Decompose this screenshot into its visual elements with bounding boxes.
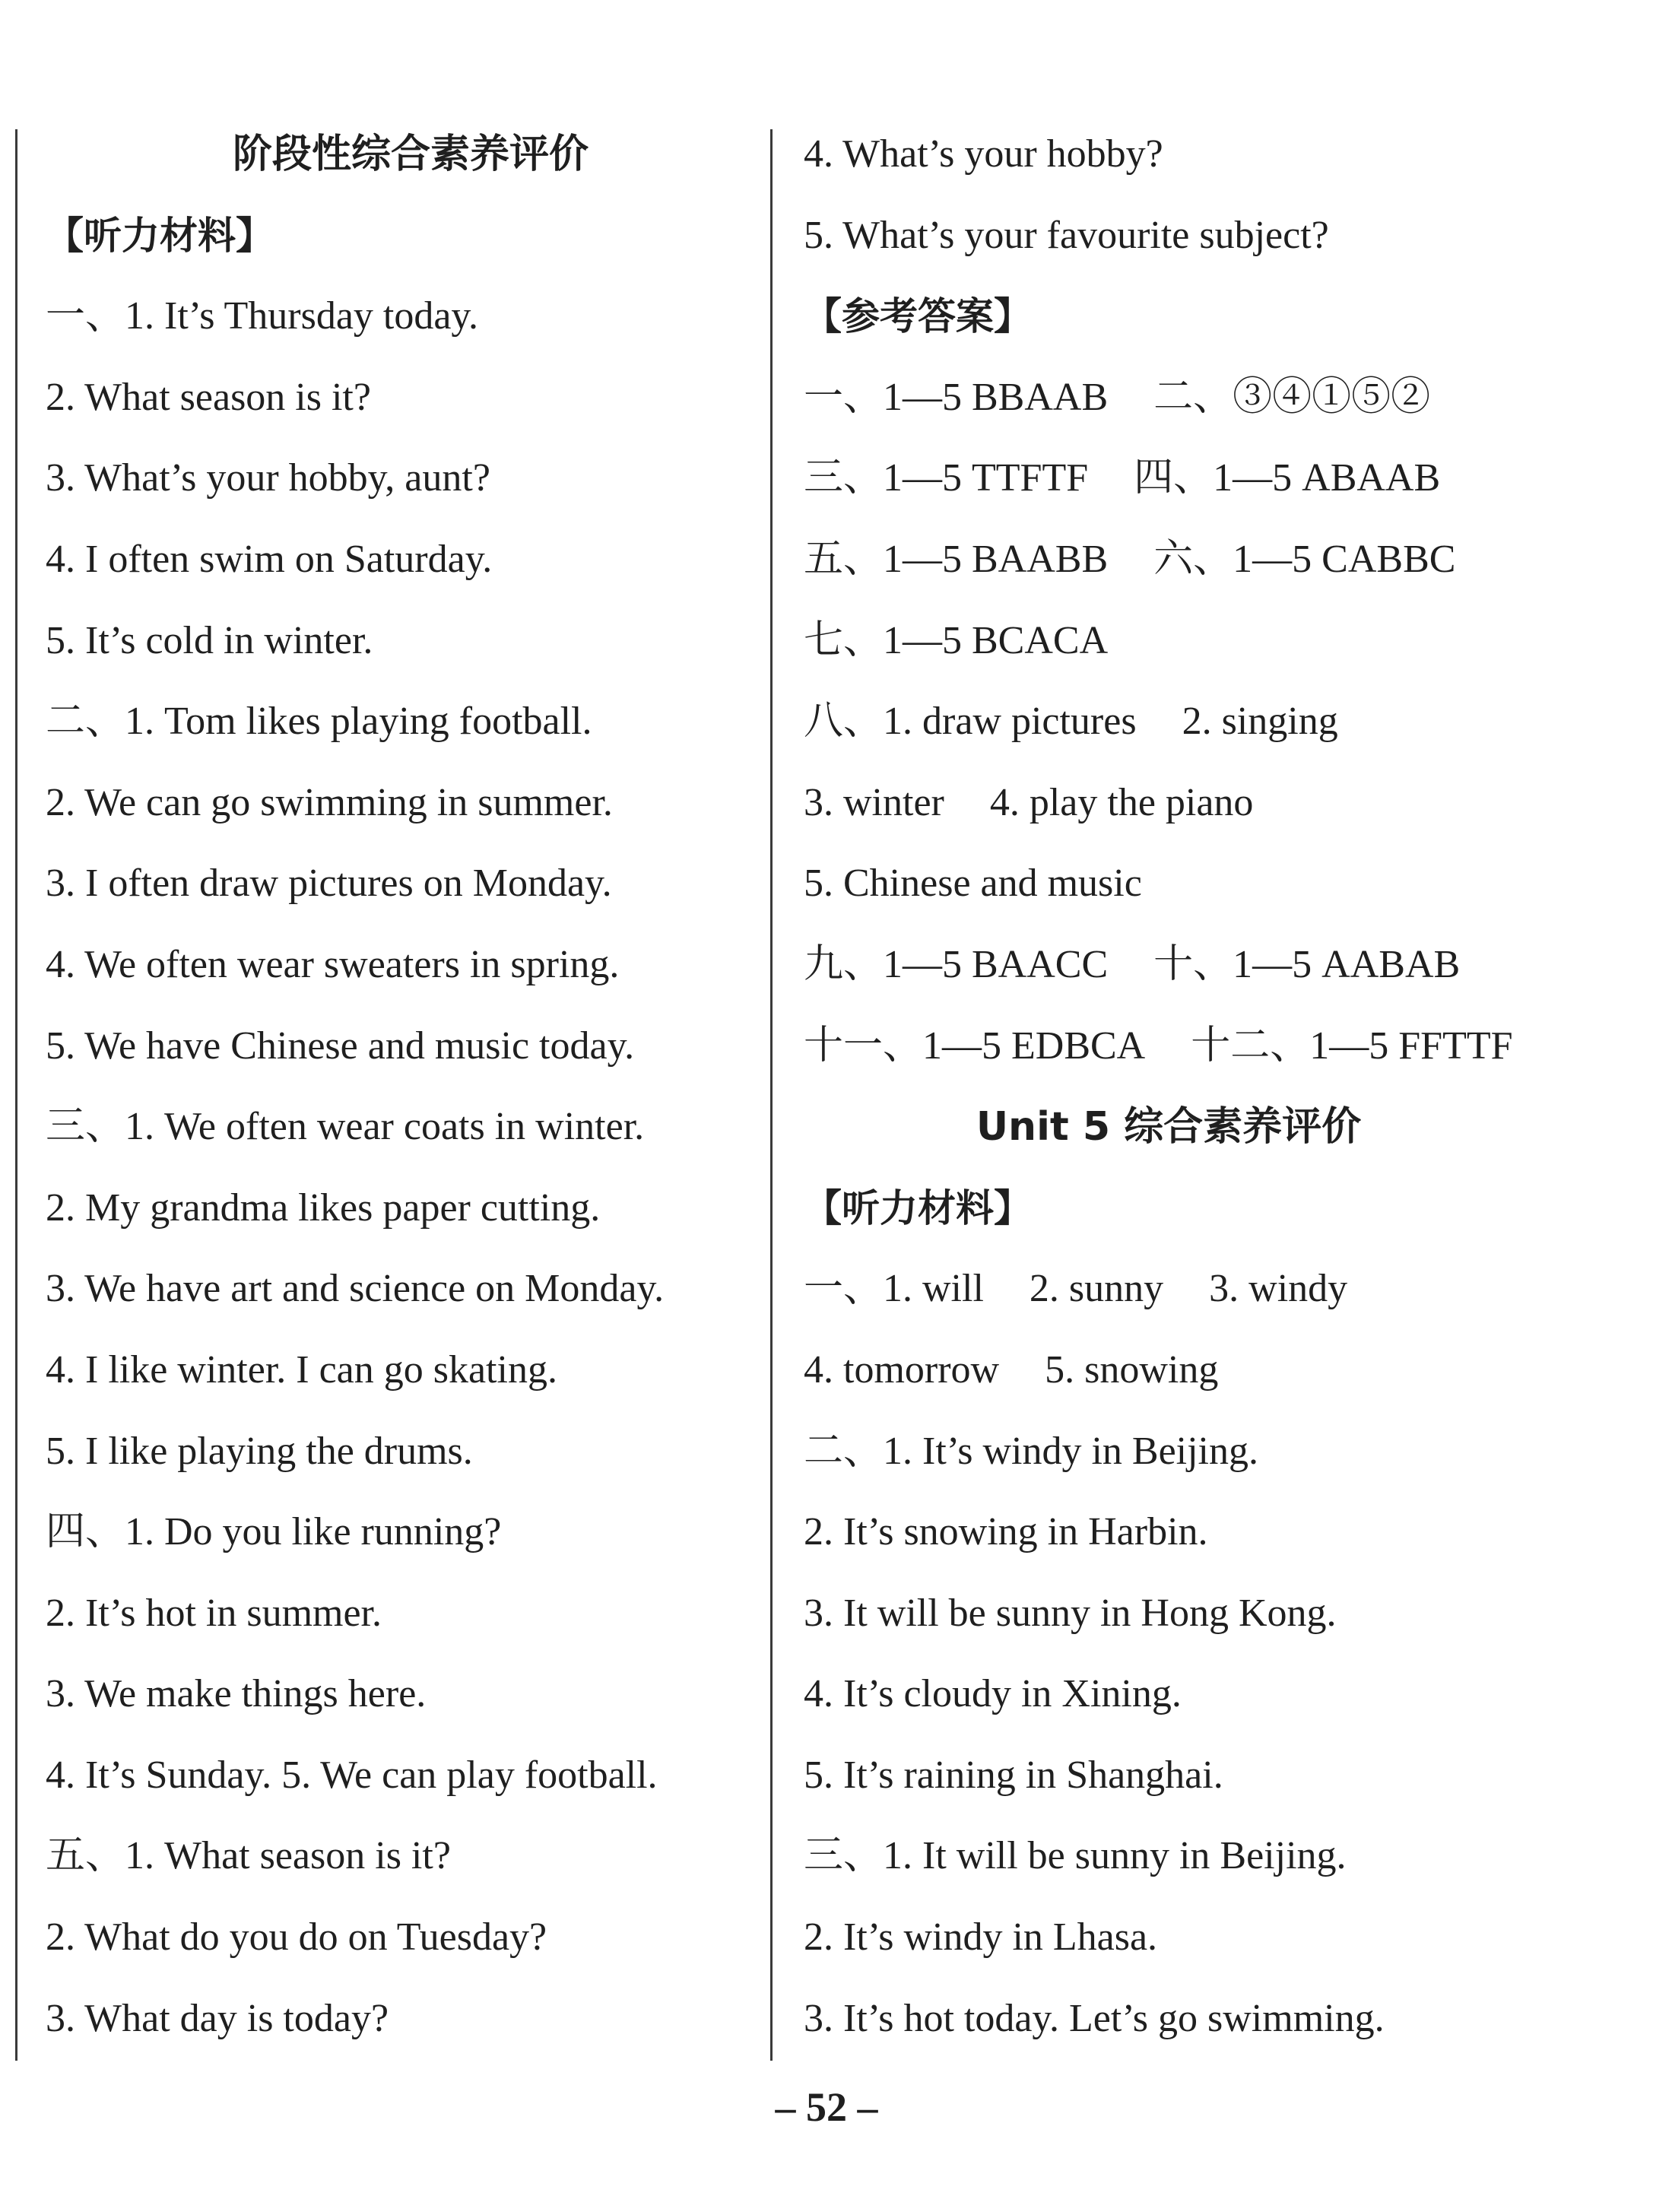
text-line: 4. What’s your hobby? [804, 132, 1163, 176]
answer-line [804, 519, 1534, 601]
left-column [46, 114, 776, 2059]
text-line [804, 1979, 1534, 2060]
text-line: 4. It’s Sunday. 5. We can play football. [46, 1753, 658, 1797]
text-line: 3. What’s your hobby, aunt? [46, 456, 490, 500]
section-title: 阶段性综合素养评价 [232, 132, 589, 177]
answer-line [804, 843, 1534, 925]
line-segment: 五、1—5 BAABB [804, 537, 1109, 581]
line-segment: 十二、1—5 FFTTF [1191, 1023, 1513, 1068]
listening-lines [46, 276, 776, 2059]
line-segment: 二、③④①⑤② [1153, 375, 1431, 419]
line-segment: 2. It’s snowing in Harbin. [804, 1510, 1208, 1554]
answer-line [804, 438, 1534, 519]
text-line: 五、1. What season is it? [46, 1834, 451, 1878]
text-line: 4. I like winter. I can go skating. [46, 1347, 557, 1392]
line-segment: 4. tomorrow [804, 1347, 1000, 1392]
line-segment: 四、1—5 ABAAB [1134, 456, 1441, 500]
line-segment: 4. It’s cloudy in Xining. [804, 1672, 1182, 1716]
text-line [804, 1816, 1534, 1897]
text-line [804, 1411, 1534, 1493]
left-border-line [15, 129, 17, 2061]
line-segment: 六、1—5 CABBC [1153, 537, 1456, 581]
line-segment: 5. Chinese and music [804, 862, 1142, 906]
text-line [804, 1492, 1534, 1573]
line-segment: 2. singing [1182, 700, 1338, 744]
text-line: 3. What day is today? [46, 1996, 389, 2040]
page-number: – 52 – [775, 2084, 878, 2130]
text-line: 5. What’s your favourite subject? [804, 213, 1329, 257]
text-line: 2. We can go swimming in summer. [46, 780, 613, 824]
line-segment: 三、1—5 TTFTF [804, 456, 1089, 500]
text-line: 4. I often swim on Saturday. [46, 537, 493, 581]
text-line [804, 1249, 1534, 1330]
answer-line [804, 1006, 1534, 1087]
right-column [804, 114, 1534, 2059]
text-line: 四、1. Do you like running? [46, 1510, 502, 1554]
line-segment: 三、1. It will be sunny in Beijing. [804, 1834, 1347, 1878]
text-line: 2. It’s hot in summer. [46, 1591, 382, 1635]
line-segment: 二、1. It’s windy in Beijing. [804, 1429, 1259, 1473]
line-segment: 十一、1—5 EDBCA [804, 1023, 1146, 1068]
unit-title: Unit 5 综合素养评价 [976, 1104, 1362, 1150]
answer-line [804, 925, 1534, 1006]
line-segment: 一、1. will [804, 1267, 984, 1311]
line-segment: 5. snowing [1045, 1347, 1219, 1392]
text-line: 3. We make things here. [46, 1672, 427, 1716]
line-segment: 3. winter [804, 780, 944, 824]
answer-line [804, 763, 1534, 844]
text-line: 2. What do you do on Tuesday? [46, 1915, 547, 1960]
text-line: 2. What season is it? [46, 375, 371, 419]
line-segment: 3. windy [1209, 1267, 1348, 1311]
text-line: 二、1. Tom likes playing football. [46, 700, 592, 744]
line-segment: 十、1—5 AABAB [1153, 942, 1461, 986]
answer-line [804, 681, 1534, 763]
line-segment: 2. sunny [1029, 1267, 1164, 1311]
line-segment: 4. play the piano [989, 780, 1254, 824]
line-segment: 3. It will be sunny in Hong Kong. [804, 1591, 1337, 1635]
text-line: 一、1. It’s Thursday today. [46, 294, 479, 338]
text-line: 3. We have art and science on Monday. [46, 1267, 665, 1311]
answer-line [804, 357, 1534, 439]
text-line: 5. It’s cold in winter. [46, 618, 373, 662]
answer-line [804, 601, 1534, 682]
text-line: 2. My grandma likes paper cutting. [46, 1185, 601, 1230]
text-line [804, 1654, 1534, 1735]
text-line: 三、1. We often wear coats in winter. [46, 1105, 645, 1149]
text-line [804, 1735, 1534, 1817]
text-line: 5. We have Chinese and music today. [46, 1023, 635, 1068]
line-segment: 2. It’s windy in Lhasa. [804, 1915, 1158, 1960]
line-segment: 3. It’s hot today. Let’s go swimming. [804, 1996, 1385, 2040]
text-line [804, 1897, 1534, 1979]
line-segment: 一、1—5 BBAAB [804, 375, 1109, 419]
listening-lines-continued [804, 114, 1534, 276]
unit-listening-header: 【听力材料】 [804, 1185, 1032, 1230]
text-line: 5. I like playing the drums. [46, 1429, 473, 1473]
unit-listening-lines [804, 1249, 1534, 2059]
text-line: 3. I often draw pictures on Monday. [46, 862, 612, 906]
line-segment: 七、1—5 BCACA [804, 618, 1109, 662]
listening-header: 【听力材料】 [46, 213, 274, 258]
answers-header: 【参考答案】 [804, 294, 1032, 339]
text-line: 4. We often wear sweaters in spring. [46, 942, 620, 986]
text-line [804, 1573, 1534, 1655]
answer-lines [804, 357, 1534, 1087]
text-line [804, 1330, 1534, 1411]
line-segment: 5. It’s raining in Shanghai. [804, 1753, 1223, 1797]
line-segment: 九、1—5 BAACC [804, 942, 1109, 986]
line-segment: 八、1. draw pictures [804, 700, 1137, 744]
